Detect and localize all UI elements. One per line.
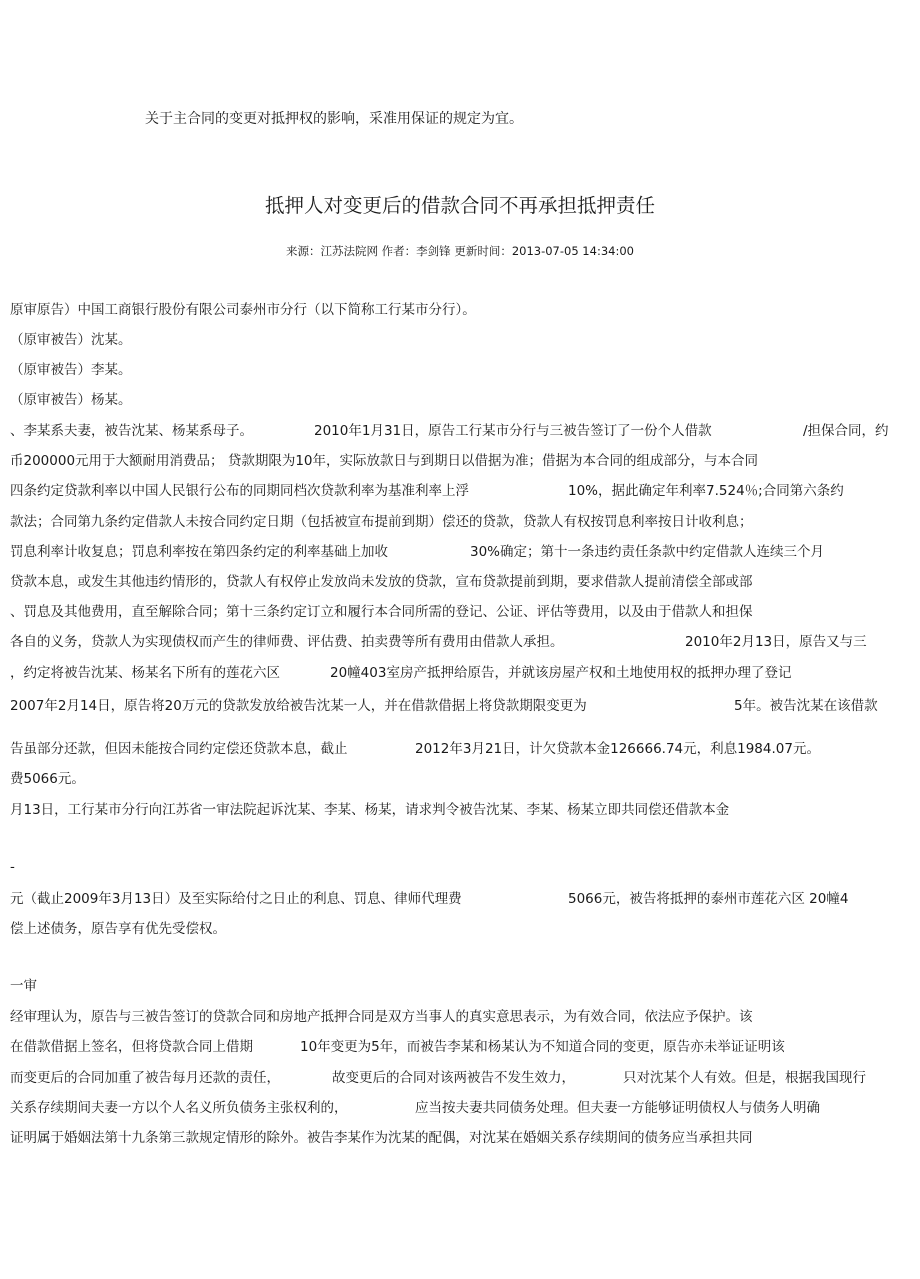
body-line-segment: 而变更后的合同加重了被告每月还款的责任， — [10, 1070, 280, 1086]
body-line: 币200000元用于大额耐用消费品； 贷款期限为10年，实际放款日与到期日以借据为准；借据为本合同的组成部分，与本合同 — [10, 453, 759, 469]
body-line: （原审被告）沈某。 — [10, 332, 132, 348]
body-line: 款法；合同第九条约定借款人未按合同约定日期（包括被宣布提前到期）偿还的贷款，贷款人有权按罚息利率按日计收利息； — [10, 514, 753, 530]
body-line: （原审被告）李某。 — [10, 362, 132, 378]
body-line: 原审原告）中国工商银行股份有限公司泰州市分行（以下简称工行某市分行）。 — [10, 302, 476, 318]
article-meta: 来源：江苏法院网 作者：李剑锋 更新时间：2013-07-05 14:34:00 — [286, 244, 634, 258]
body-line-segment: 10%，据此确定年利率7.524％;合同第六条约 — [568, 483, 844, 499]
body-line-segment: 应当按夫妻共同债务处理。但夫妻一方能够证明债权人与债务人明确 — [415, 1100, 820, 1116]
body-line-segment: 2010年1月31日，原告工行某市分行与三被告签订了一份个人借款 — [314, 423, 712, 439]
intro-paragraph: 关于主合同的变更对抵押权的影响，采准用保证的规定为宜。 — [145, 111, 523, 127]
body-line-segment: 只对沈某个人有效。但是，根据我国现行 — [623, 1070, 866, 1086]
article-title: 抵押人对变更后的借款合同不再承担抵押责任 — [264, 194, 655, 217]
section-heading: 一审 — [10, 978, 37, 994]
body-line-segment: 30%确定；第十一条违约责任条款中约定借款人连续三个月 — [470, 544, 825, 560]
body-line-segment: 罚息利率计收复息；罚息利率按在第四条约定的利率基础上加收 — [10, 544, 388, 560]
body-line: 证明属于婚姻法第十九条第三款规定情形的除外。被告李某作为沈某的配偶，对沈某在婚姻关系存续期间的债务应当承担共同 — [10, 1130, 753, 1146]
body-line: - — [10, 859, 15, 875]
body-line-segment: 四条约定贷款利率以中国人民银行公布的同期同档次贷款利率为基准利率上浮 — [10, 483, 469, 499]
body-line: 月13日，工行某市分行向江苏省一审法院起诉沈某、李某、杨某，请求判令被告沈某、李某、杨某立即共同偿还借款本金 — [10, 802, 730, 818]
body-line-segment: 关系存续期间夫妻一方以个人名义所负债务主张权利的， — [10, 1100, 348, 1116]
body-line-segment: 5年。被告沈某在该借款 — [734, 698, 878, 714]
body-line-segment: /担保合同，约 — [803, 423, 889, 439]
body-line-segment: 2012年3月21日，计欠贷款本金126666.74元，利息1984.07元。 — [415, 741, 820, 757]
body-line-segment: 2007年2月14日，原告将20万元的贷款发放给被告沈某一人，并在借款借据上将贷款期限变更为 — [10, 698, 587, 714]
body-line-segment: 故变更后的合同对该两被告不发生效力， — [332, 1070, 575, 1086]
body-line: 经审理认为，原告与三被告签订的贷款合同和房地产抵押合同是双方当事人的真实意思表示，为有效合同，依法应予保护。该 — [10, 1009, 753, 1025]
body-line: 、罚息及其他费用，直至解除合同；第十三条约定订立和履行本合同所需的登记、公证、评估等费用，以及由于借款人和担保 — [10, 604, 753, 620]
body-line-segment: 20幢403室房产抵押给原告，并就该房屋产权和土地使用权的抵押办理了登记 — [330, 665, 792, 681]
body-line: 贷款本息，或发生其他违约情形的，贷款人有权停止发放尚未发放的贷款，宣布贷款提前到期，要求借款人提前清偿全部或部 — [10, 574, 753, 590]
body-line: （原审被告）杨某。 — [10, 392, 132, 408]
body-line-segment: 各自的义务，贷款人为实现债权而产生的律师费、评估费、拍卖费等所有费用由借款人承担。 — [10, 634, 564, 650]
body-line: 偿上述债务，原告享有优先受偿权。 — [10, 921, 226, 937]
body-line-segment: 2010年2月13日，原告又与三 — [685, 634, 867, 650]
body-line-segment: 、李某系夫妻，被告沈某、杨某系母子。 — [10, 423, 253, 439]
body-line-segment: 5066元，被告将抵押的泰州市莲花六区 20幢4 — [568, 891, 849, 907]
body-line-segment: ，约定将被告沈某、杨某名下所有的莲花六区 — [10, 665, 280, 681]
body-line: 费5066元。 — [10, 771, 85, 787]
body-line-segment: 10年变更为5年，而被告李某和杨某认为不知道合同的变更，原告亦未举证证明该 — [300, 1039, 785, 1055]
body-line-segment: 在借款借据上签名，但将贷款合同上借期 — [10, 1039, 253, 1055]
body-line-segment: 元（截止2009年3月13日）及至实际给付之日止的利息、罚息、律师代理费 — [10, 891, 462, 907]
body-line-segment: 告虽部分还款，但因未能按合同约定偿还贷款本息，截止 — [10, 741, 348, 757]
